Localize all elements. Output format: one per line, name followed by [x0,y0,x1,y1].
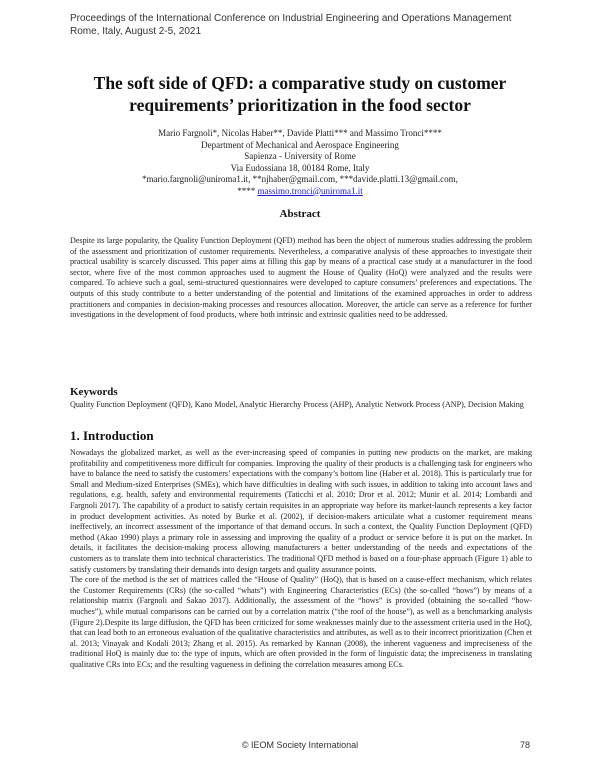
keywords-text [70,400,532,411]
header-location-date: Rome, Italy, August 2-5, 2021 [70,26,202,37]
title-line-2: requirements’ prioritization in the food sector [129,95,471,115]
footer-copyright: © IEOM Society International [241,740,359,750]
abstract-text [70,236,532,321]
header-conference: Proceedings of the International Conference on Industrial Engineering and Operations Management [70,13,512,24]
address: Via Eudossiana 18, 00184 Rome, Italy [230,162,370,173]
page-number: 78 [520,740,531,750]
paper-title [60,72,540,116]
abstract-heading: Abstract [279,208,321,220]
proceedings-header [70,12,540,38]
authors: Mario Fargnoli*, Nicolas Haber**, Davide Platti*** and Massimo Tronci**** [158,128,442,138]
emails: *mario.fargnoli@uniroma1.it, **njhaber@gmail.com, ***davide.platti.13@gmail.com, [142,174,458,184]
email-4-prefix: **** [237,185,256,196]
intro-paragraph-2: The core of the method is the set of matrices called the “House of Quality” (HoQ), that is based on a cause-effect mechanism, which relates the Customer Requirements (CRs) (the so-called “whats”) with Engineering Characteristics (ECs) (the so-called “hows”) by means of a relationship matrix (Fargnoli and Sakao 2017). Additionally, the assessment of the “hows” is provided (obtaining the so-called “how-muches”), while mutual comparisons can be carried out by a correlation matrix (“the roof of the house”), as well as a benchmarking analysis (Figure 2).Despite its large diffusion, the QFD has been criticized for some weaknesses mainly due to the assessment criteria used in the HoQ, that can lead both to an erroneous evaluation of the qualitative characteristics and attributes, as well as to their incorrect prioritization (Chen et al. 2013; Vinayak and Kodali 2013; Zhang et al. 2015). As remarked by Kannan (2008), the inherent vagueness and impreciseness of the traditional HoQ is mainly due to: the type of inputs, which are often provided in the form of linguistic data; the impreciseness in translating qualitative CRs into ECs; and the resulting vagueness in defining the correlation measures among ECs. [70,575,532,669]
email-4-link[interactable]: massimo.tronci@uniroma1.it [257,185,363,196]
introduction-heading: 1. Introduction [70,428,154,443]
author-block [90,128,510,197]
department: Department of Mechanical and Aerospace Engineering [201,139,399,150]
title-line-1: The soft side of QFD: a comparative study on customer [93,73,507,93]
introduction-text [70,448,532,670]
abstract-paragraph: Despite its large popularity, the Quality Function Deployment (QFD) method has been the object of numerous studies addressing the problem of the assessment and prioritization of customer requirements. Nevertheless, a comparative analysis of these approaches to investigate their practical usability is scarcely discussed. This paper aims at filling this gap by means of a practical case study at a manufacturer in the food sector, where five of the most common approaches used to augment the House of Quality (HoQ) were analyzed and the results were compared. To achieve such a goal, semi-structured questionnaires were developed to capture consumers’ preferences and expectations. The outputs of this study contribute to a better understanding of the potential and limitations of the examined approaches in order to address practitioners and companies in decision-making processes and resources allocation. Moreover, the article can serve as a reference for further investigations in the development of food products, where both intrinsic and extrinsic qualities need to be addressed. [70,236,532,320]
keywords-heading: Keywords [70,386,118,398]
intro-paragraph-1: Nowadays the globalized market, as well as the ever-increasing speed of companies in putting new products on the market, are making profitability and competitiveness more difficult for companies. Improving the quality of their products is a challenging task for engineers who have to balance the need to satisfy the customers’ expectations with the company’s bottom line (Haber et al. 2018). This is particularly true for Small and Medium-sized Enterprises (SMEs), which have difficulties in dealing with such issues, in addition to taking into account laws and regulations, e.g. health, safety and environmental requirements (Taticchi et al. 2010; Dror et al. 2012; Munir et al. 2014; Lombardi and Fargnoli 2017). The capability of a product to satisfy certain requisites in an appropriate way before its market-launch represents a key factor in product development activities. As noted by Burke et al. (2002), if decision-makers articulate what a customer requirement means ineffectively, an incorrect assessment of the importance of that demand occurs. In such a context, the Quality Function Deployment (QFD) method (Akao 1990) plays a primary role in assessing and improving the quality of a product or service before it is put on the market. In details, it facilitates the decision-making process allowing manufacturers a better understanding of the needs and expectations of the customers as to translate them into technical characteristics. The traditional QFD method is based on a four-phase approach (Figure 1) able to satisfy customers by translating their demands into design targets and quality assurance points. [70,448,532,574]
university: Sapienza - University of Rome [244,151,356,161]
email-line-4 [90,186,510,198]
keywords-list: Quality Function Deployment (QFD), Kano Model, Analytic Hierarchy Process (AHP), Analytic Network Process (ANP), Decision Making [70,400,524,409]
